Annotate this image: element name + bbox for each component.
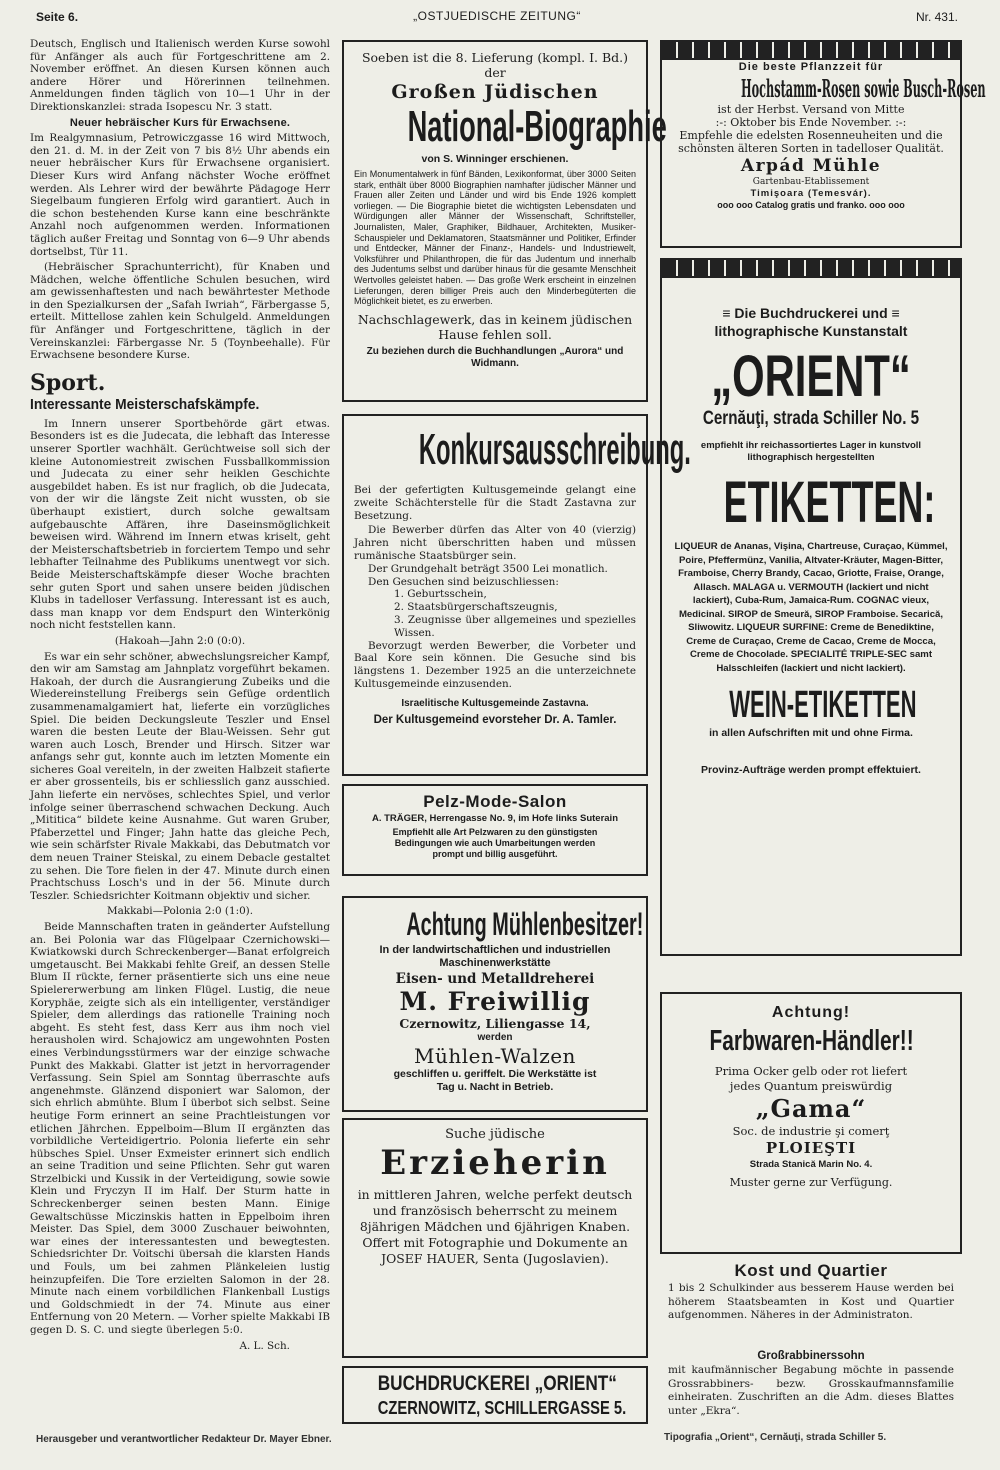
kost-title: Kost und Quartier [734, 1261, 888, 1280]
rosen-l8: ooo ooo Catalog gratis und franko. ooo ooo [717, 200, 905, 210]
match-hakoah-jahn: (Hakoah—Jahn 2:0 (0:0). [114, 634, 246, 647]
ad-farbwaren [660, 992, 962, 1254]
rosen-l6: Gartenbau-Etablissement [752, 177, 870, 187]
pelz-address: A. TRÄGER, Herrengasse No. 9, im Hofe links Suterain [371, 813, 618, 824]
pelz-title: Pelz-Mode-Salon [423, 792, 567, 811]
muehlen-l5: werden [477, 1032, 513, 1043]
page-number: Seite 6. [36, 10, 79, 24]
muehlen-firm: M. Freiwillig [399, 987, 591, 1016]
newspaper-title: „OSTJUEDISCHE ZEITUNG“ [413, 9, 581, 23]
farb-l1: Achtung! [771, 1004, 851, 1021]
rosen-title: Hochstamm-Rosen sowie Busch-Rosen [740, 74, 986, 103]
footer-editor: Herausgeber und verantwortlicher Redakteur Dr. Mayer Ebner. [36, 1434, 332, 1445]
ad-kost-quartier [660, 1256, 962, 1342]
farb-title: Farbwaren-Händler!! [709, 1025, 914, 1057]
konkurs-item-2: 2. Staatsbürgerschaftszeugnis, [394, 601, 558, 614]
sport-intro-text: Im Innern unserer Sportbehörde gärt etwas. Besonders ist es die Judecata, die lebhaft das Interesse unserer Sportler wachhält. Gerüchtweise soll sich der kleine Autonomiestreit zwischen Fussballkommission und Judecata zu einer sehr heiklen Geschichte ausgebildet haben. Es ist nur fraglich, ob die Judecata, von der wir die längste Zeit nicht wussten, ob sie überhaupt existiert, durch solche gewaltsam aufgebauschte Affären, ihre Daseinsmöglichkeit beweisen wird. Während im Innern etwas kriselt, geht der Meisterschaftsbetrieb in forciertem Tempo und sehr lebhafter Teilnahme des Publikums unentwegt vor sich. Beide Meisterschaftskämpfe dieser Woche brachten sehr guten Sport und sahen unsere beiden jüdischen Klubs in tadelloser Verfassung. Interessant ist es auch, dass man knapp vor dem Endspurt den Winterkönig noch nicht feststellen kann. [30, 417, 330, 632]
konkurs-title: Konkursausschreibung. [418, 425, 691, 474]
ad-national-biographie [342, 40, 667, 402]
farb-l3: Soc. de industrie şi comerţ [732, 1124, 890, 1138]
erzieherin-title: Erzieherin [380, 1143, 610, 1183]
hebrew-course-heading: Neuer hebräischer Kurs für Erwachsene. [69, 116, 291, 129]
hebrew-course-text: Im Realgymnasium, Petrowiczgasse 16 wird Mittwoch, den 21. d. M. in der Zeit von 7 bis 8½ Uhr abends ein neuer hebräischer Kurs für Erwachsene organisiert. Dieser Kurs wird Anfang nächster Woche eröffnet werden. Als Lehrer wird der bewährte Pädagoge Herr Siegelbaum fungieren Erfolg wird garantiert. Auch in die schon bestehenden Kurse kann eine beschränkte Anzahl noch aufgenommen werden. Informationen täglich außer Freitag und Sonntag von 6—9 Uhr abends dortselbst, Tür 11. [30, 132, 330, 258]
bio-author: von S. Winninger erschienen. [421, 153, 569, 165]
konkurs-item-1: 1. Geburtsschein, [394, 588, 487, 601]
rosen-hatch-top [662, 42, 960, 60]
gross-body: mit kaufmännischer Begabung möchte in passende Grossrabbiners- bezw. Grosskaufmannsfamilie einheiraten. Zuschriften an die Adm. dieses Blattes unter „Ekra“. [668, 1364, 954, 1417]
ad-grossrabbinerssohn [660, 1346, 962, 1430]
article-signature: A. L. Sch. [239, 1339, 290, 1352]
orient-address: Cernăuţi, strada Schiller No. 5 [702, 408, 920, 429]
ad-buchdruckerei-orient [342, 1366, 648, 1424]
match-hakoah-report: Es war ein sehr schöner, abwechslungsreicher Kampf, den wir am Samstag am Jahnplatz vorgeführt bekamen. Hakoah, der durch die Ausrangierung Zubeiks und die Wiedereinstellung Freibergs sein Gefüge ordentlich zusammenamalgamiert hat, lieferte ein vorzügliches Spiel. Die beiden Deckungsleute Teszler und Ensel waren die besten Leute der Blau-Weissen. Sehr gut waren auch Losch, Brender und Hirsch. Sitzer war anfangs sehr gut, konnte auch im letzten Momente ein sicheres Goal vereiteln, in der zweiten Halbzeit stafierte er aber grossenteils, bis er schliesslich ganz ausschied. Jahn lieferte ein nervöses, schlechtes Spiel, und verlor infolge seiner überraschend schwachen Deckung. Auch „Mititica“ bildete keine Ausnahme. Gut waren Gruber, Pfaberzettel und Finger; Jahn hatte das gleiche Pech, wie sein schärfster Rivale Makkabi, das Debutmatch vor dem neuen Trainer Steiskal, zu einem Debacle gestaltet zu sehen. Die Tore fielen in der 47. Minute durch einen Prachtschuss Losch's und in der 56. Minute durch Teszler. Schiedsrichter Koitmann objektiv und sicher. [30, 650, 330, 902]
kost-body: 1 bis 2 Schulkinder aus besserem Hause werden bei höherem Staatsbeamten in Kost und Quartier aufgenommen. Näheres in der Administraton. [668, 1282, 954, 1321]
match-makkabi-report: Beide Mannschaften traten in geänderter Aufstellung an. Bei Polonia war das Flügelpaar Czernichowski—Kwiatkowski durch Schreckenberger—Banat erfolgreich umgetauscht. Bei Makkabi fehlte Greif, an dessen Stelle Blum II rückte, ferner präsentierte sich uns eine neue Spielererwerbung am linken Flügel. Lustig, die neue Koryphäe, zeigte sich als ein intelligenter, verständiger Spieler, dem allerdings das rationelle Training noch abgeht. Es steht fest, dass Kerr aus ihm noch viel herausholen wird. Schajowicz am ungewohnten Posten eines Verbindungsstürmers war der einzige schwache Punkt des Makkabi. Glatter ist jetzt in hervorragender Verfassung. Sein Spiel am Sonntag überraschte aufs angenehmste. Glänzend disponiert war Salomon, der sich ehrlich abmühte. Blum I überbot sich selbst. Seine heutige Form erinnert an seine Prachtleistungen vor etlichen Jährchen. Eppelboim—Blum II ergänzten das vorbildliche Verteidigertrio. Polonia lieferte ein sehr hübsches Spiel. Unser Exmeister erinnert sich endlich an seine Tradition und seine Pflichten. Sehr gut waren Strzelbicki und Kussik in der Verteidigung, sowie sowie Klein und Fryczyn II im Half. Der Sturm hatte in Schreckenberger seinen besten Mann. Einige Gewaltschüsse Miczinskis hatten in Eppelboim ihren Meister. Das Spiel, dem 3000 Zuschauer beiwohnten, war eines der interessantesten und bewegtesten. Schiedsrichter Dr. Voitschi übersah die klarsten Hands und Fouls, um bei zahmen Plänkeleien lustig heinzupfeifen. Die Tore erzielten Salomon in der 28. Minute nach einem vorbildlichen Flankenball Lustigs und Goldschmiedt in der 74. Minute aus einer Entfernung von 20 Metern. — Vorher spielte Makkabi IB gegen D. S. C. und siegte überlegen 5:0. [30, 921, 330, 1336]
orient-name: „ORIENT“ [711, 344, 911, 409]
konkurs-item-3: 3. Zeugnisse über allgemeines und spezielles Wissen. [394, 613, 636, 639]
ad-rosen [660, 40, 986, 248]
footer-printer: Tipografia „Orient“, Cernăuţi, strada Schiller 5. [664, 1432, 887, 1443]
konkurs-p1: Bei der gefertigten Kultusgemeinde gelangt eine zweite Schächterstelle für die Stadt Zastavna zur Besetzung. [354, 484, 636, 522]
bio-title: National-Biographie [407, 102, 667, 151]
konkurs-p2: Die Bewerber dürfen das Alter von 40 (vierzig) Jahren nicht überschritten haben und müssen rumänische Staatsbürger sein. [354, 524, 636, 562]
farb-l5: Muster gerne zur Verfügung. [729, 1176, 893, 1189]
bio-subtitle: Großen Jüdischen [391, 81, 599, 103]
pelz-body: Empfiehlt alle Art Pelzwaren zu den günstigsten Bedingungen wie auch Umarbeitungen werden prompt und billig ausgeführt. [392, 827, 598, 859]
muehlen-title: Achtung Mühlenbesitzer! [406, 906, 644, 942]
rosen-l5: Empfehle die edelsten Rosenneuheiten und die schönsten älteren Sorten in tadelloser Qualität. [678, 129, 944, 155]
match-makkabi-polonia: Makkabi—Polonia 2:0 (1:0). [106, 905, 254, 918]
orient-l1: ≡ Die Buchdruckerei und ≡ [722, 305, 900, 321]
buch-l1: BUCHDRUCKEREI „ORIENT“ [377, 1372, 617, 1395]
orient-etiketten: ETIKETTEN: [723, 470, 936, 535]
farb-city: PLOIEŞTI [765, 1139, 857, 1157]
ad-konkursausschreibung [342, 414, 691, 776]
orient-hatch-top [662, 260, 960, 278]
muehlen-walzen: Mühlen-Walzen [414, 1044, 576, 1068]
erzieherin-body: in mittleren Jahren, welche perfekt deutsch und französisch beherrscht zu meinem 8jährigen Mädchen und 6jährigen Knaben. Offert mit Fotographie und Dokumente an JOSEF HAUER, Senta (Jugoslavien). [357, 1187, 633, 1266]
muehlen-address: Czernowitz, Liliengasse 14, [399, 1016, 591, 1031]
orient-l5: Provinz-Aufträge werden prompt effektuiert. [701, 764, 921, 776]
rosen-l1: Die beste Pflanzzeit für [738, 61, 884, 73]
orient-l3: empfiehlt ihr reichassortiertes Lager in kunstvoll lithographisch hergestellten [700, 440, 922, 463]
ad-muehlenbesitzer [342, 896, 648, 1112]
left-column [30, 38, 330, 1428]
muehlen-l2: Eisen- und Metalldreherei [395, 971, 595, 987]
konkurs-signer: Der Kultusgemeind evorsteher Dr. A. Tamler. [373, 713, 617, 726]
page-header [36, 8, 958, 28]
farb-l4: Strada Stanică Marin No. 4. [749, 1159, 873, 1170]
orient-wein: WEIN-ETIKETTEN [729, 684, 917, 726]
konkurs-p3: Der Grundgehalt beträgt 3500 Lei monatlich. [368, 562, 608, 575]
orient-l4: in allen Aufschriften mit und ohne Firma. [709, 727, 913, 739]
buch-l2: CZERNOWITZ, SCHILLERGASSE 5. [377, 1398, 627, 1418]
rosen-l7: Timişoara (Temesvár). [750, 188, 872, 199]
hebrew-lessons-text: (Hebräischer Sprachunterricht), für Knaben und Mädchen, welche öffentliche Schulen besuchen, wird am gewissenhaftesten und nach bewährtester Methode in den Spezialkursen der „Safah Iwriah“, Färbergasse 5, erteilt. Mittellose zahlen kein Schulgeld. Anmeldungen für Anfänger und Fortgeschrittene, täglich in der Vereinskanzlei: Färbergasse Nr. 5 (Toynbeehalle). Für Erwachsene besondere Kurse. [30, 261, 330, 362]
ad-pelz-mode-salon [342, 784, 648, 876]
erzieherin-l1: Suche jüdische [445, 1127, 545, 1142]
konkurs-p4: Den Gesuchen sind beizuschliessen: [368, 575, 559, 588]
ad-orient-etiketten [660, 258, 962, 956]
bio-description: Ein Monumentalwerk in fünf Bänden, Lexikonformat, über 3000 Seiten stark, enthält über 8000 Biographien namhafter jüdischer Männer und Frauen aller Zeiten und Länder und wird bis Ende 1926 komplett vorliegen. — Die Biographie bietet die wichtigsten Lebensdaten und Würdigungen aller Männer der Wissenschaft, Schriftsteller, Journalisten, Maler, Graphiker, Bildhauer, Architekten, Musiker-Schauspieler und Deklamatoren, Staatsmänner und Politiker, Erfinder und Entdecker, Männer der Finanz-, Handels- und Industriewelt, Volksführer und Philanthropen, die für das Judentum und innerhalb des Judentums selbst und darüber hinaus für die gesamte Menschheit Wertvolles geleistet haben. — Das große Werk erscheint in einzelnen Lieferungen, deren billiger Preis auch den Minderbegüterten die Möglichkeit bietet, es zu erwerben. [354, 169, 636, 307]
bio-availability: Zu beziehen durch die Buchhandlungen „Aurora“ und Widmann. [366, 345, 624, 369]
sport-subheading: Interessante Meisterschafskämpfe. [30, 395, 260, 413]
bio-tagline: Nachschlagewerk, das in keinem jüdischen Hause fehlen soll. [357, 311, 633, 342]
konkurs-org: Israelitische Kultusgemeinde Zastavna. [401, 697, 589, 709]
muehlen-l1: In der landwirtschaftlichen und industriellen Maschinenwerkstätte [379, 944, 611, 969]
orient-l2: lithographische Kunstanstalt [714, 323, 908, 339]
muehlen-l7: geschliffen u. geriffelt. Die Werkstätte ist Tag u. Nacht in Betrieb. [393, 1068, 597, 1093]
sport-heading: Sport. [30, 369, 106, 396]
gross-title: Großrabbinerssohn [757, 1350, 865, 1362]
language-courses-text: Deutsch, Englisch und Italienisch werden Kurse sowohl für Anfänger als auch für Fortgeschrittene am 2. November eröffnet. An diesen Kursen können auch andere Hörer und Hörerinnen teilnehmen. Anmeldungen finden täglich von 10—1 Uhr in der Direktionskanzlei: strada Isopescu Nr. 3 statt. [30, 38, 330, 113]
bio-intro: Soeben ist die 8. Lieferung (kompl. I. Bd.) der [361, 50, 629, 80]
konkurs-p5: Bevorzugt werden Bewerber, die Vorbeter und Baal Kore sein können. Die Gesuche sind bis längstens 1. Dezember 1925 an die unterzeichnete Kultusgemeinde einzusenden. [354, 639, 636, 690]
issue-number: Nr. 431. [915, 10, 958, 24]
orient-list: LIQUEUR de Ananas, Vişina, Chartreuse, Curaçao, Kümmel, Poire, Pfeffermünz, Vanilia, Altvater-Kräuter, Magen-Bitter, Framboise, Cherry Brandy, Cacao, Griotte, Fraise, Orange, Allasch. MALAGA u. VERMOUTH (lackiert und nicht lackiert), Cuba-Rum, Jamaica-Rum. COGNAC vieux, Medicinal. SIROP de Smeură, SIROP Framboise. Secarică, Sliwowitz. LIQUEUR SURFINE: Creme de Benediktine, Creme de Curaçao, Creme de Cacao, Creme de Mocca, Creme de Chocolade. SPECIALITÉ TRIPLE-SEC samt Halsschleifen (lackiert und nicht lackiert). [674, 541, 948, 674]
rosen-l3: ist der Herbst. Versand von Mitte [717, 103, 905, 116]
farb-l2: Prima Ocker gelb oder rot liefert jedes Quantum preiswürdig [714, 1064, 908, 1093]
rosen-l4: :-: Oktober bis Ende November. :-: [715, 116, 907, 129]
farb-name: „Gama“ [755, 1094, 867, 1123]
ad-erzieherin [342, 1118, 648, 1358]
rosen-name: Arpád Mühle [740, 156, 882, 176]
